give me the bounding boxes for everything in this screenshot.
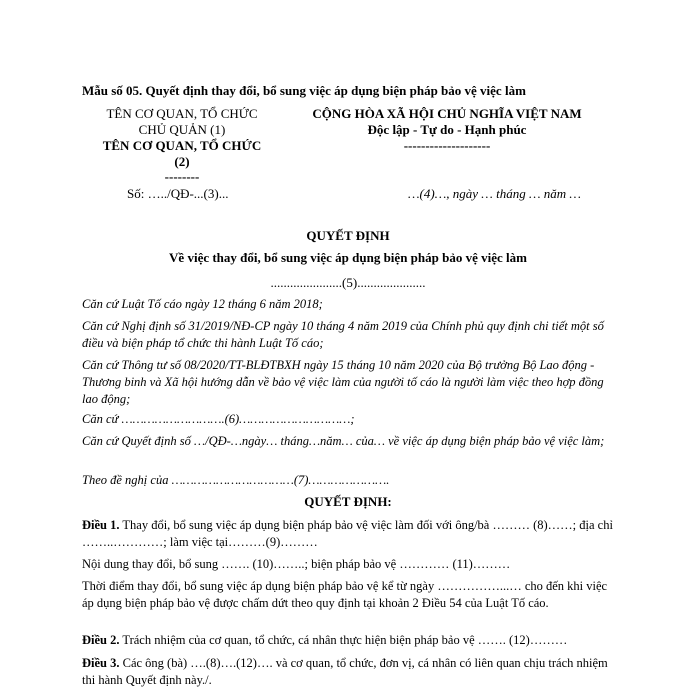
decision-title: QUYẾT ĐỊNH [306,228,390,243]
article-1-content: Nội dung thay đổi, bổ sung ……. (10)……..; biện pháp bảo vệ ………… (11)……… [82,557,511,571]
place-date: …(4)…, ngày … tháng … năm … [408,186,581,201]
article-1-text: Thay đổi, bổ sung việc áp dụng biện pháp bảo vệ việc làm đối với ông/bà ……… (8)……; địa chỉ ……..…………; làm việc tại………(9)……… [82,518,613,549]
legal-basis-1: Căn cứ Luật Tố cáo ngày 12 tháng 6 năm 2018; [82,297,323,311]
article-2-text: Trách nhiệm của cơ quan, tổ chức, cá nhân thực hiện biện pháp bảo vệ ……. (12)……… [119,633,568,647]
legal-basis-2: Căn cứ Nghị định số 31/2019/NĐ-CP ngày 10 tháng 4 năm 2019 của Chính phủ quy định chi tiết một số điều và biện pháp tổ chức thi hành Luật Tố cáo; [82,319,604,350]
article-1 [82,517,614,551]
form-title: Mẫu số 05. Quyết định thay đổi, bổ sung việc áp dụng biện pháp bảo vệ việc làm [82,83,526,98]
agency-name-line2: (2) [174,154,190,169]
issuing-authority: ......................(5)..................... [270,275,426,290]
nation-name: CỘNG HÒA XÃ HỘI CHỦ NGHĨA VIỆT NAM [312,106,582,121]
article-1-timing: Thời điểm thay đổi, bổ sung việc áp dụng biện pháp bảo vệ kể từ ngày ……………...… cho đến khi việc áp dụng biện pháp bảo vệ được chấm dứt theo quy định tại khoản 2 Điều 54 của Luật Tố cáo. [82,579,608,610]
proposal-line: Theo đề nghị của ……………………………(7)…………………. [82,473,390,487]
legal-basis-3: Căn cứ Thông tư số 08/2020/TT-BLĐTBXH ngày 15 tháng 10 năm 2020 của Bộ trưởng Bộ Lao động - Thương binh và Xã hội hướng dẫn về bảo vệ việc làm của người tố cáo là người làm việc theo hợp đồng lao động; [82,358,604,406]
article-2 [82,632,614,649]
article-2-label: Điều 2. [82,633,120,647]
parent-agency-line1: TÊN CƠ QUAN, TỔ CHỨC [106,106,258,121]
legal-basis-5: Căn cứ Quyết định số …/QĐ-…ngày… tháng…năm… của… về việc áp dụng biện pháp bảo vệ việc làm; [82,434,605,448]
right-divider: -------------------- [403,138,491,153]
left-divider: -------- [164,169,200,184]
article-3-text: Các ông (bà) ….(8)….(12)…. và cơ quan, tổ chức, đơn vị, cá nhân có liên quan chịu trách nhiệm thi hành Quyết định này./. [82,656,608,687]
legal-basis-4: Căn cứ ……………………….(6)…………………………; [82,412,355,426]
article-3 [82,655,614,689]
article-1-label: Điều 1. [82,518,120,532]
decision-subtitle: Về việc thay đổi, bổ sung việc áp dụng biện pháp bảo vệ việc làm [169,250,527,265]
parent-agency-line2: CHỦ QUẢN (1) [138,122,226,137]
agency-name-line1: TÊN CƠ QUAN, TỔ CHỨC [102,138,262,153]
decide-heading: QUYẾT ĐỊNH: [304,494,392,509]
national-motto: Độc lập - Tự do - Hạnh phúc [367,122,527,137]
article-3-label: Điều 3. [82,656,120,670]
document-number: Số: …../QĐ-...(3)... [127,186,229,201]
